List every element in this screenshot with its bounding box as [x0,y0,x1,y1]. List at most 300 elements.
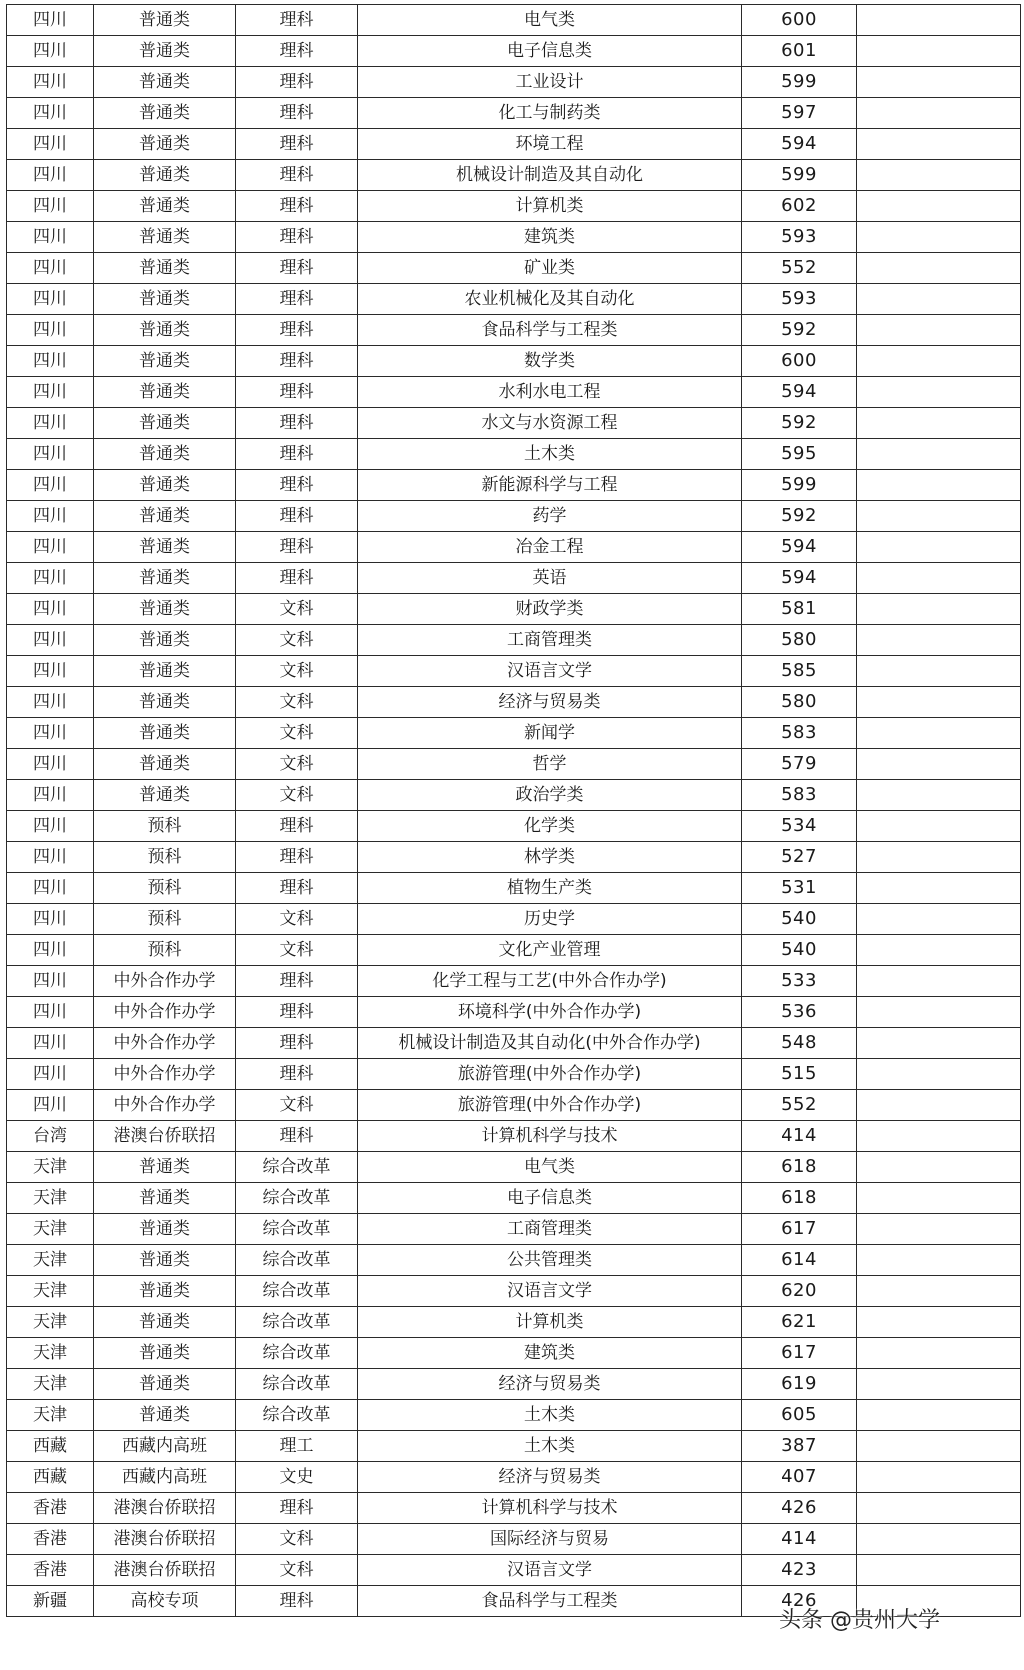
score-cell: 594 [742,563,857,594]
batch-cell: 普通类 [94,749,236,780]
score-cell: 426 [742,1493,857,1524]
batch-cell: 普通类 [94,1152,236,1183]
province-cell: 四川 [7,873,94,904]
table-row [7,5,1021,36]
table-row [7,780,1021,811]
table-row [7,997,1021,1028]
empty-cell [857,780,1021,811]
batch-cell: 普通类 [94,346,236,377]
major-cell: 财政学类 [358,594,742,625]
table-row [7,1028,1021,1059]
province-cell: 四川 [7,439,94,470]
province-cell: 四川 [7,160,94,191]
province-cell: 四川 [7,67,94,98]
batch-cell: 普通类 [94,222,236,253]
batch-cell: 预科 [94,811,236,842]
table-row [7,1152,1021,1183]
table-row [7,1431,1021,1462]
score-cell: 621 [742,1307,857,1338]
score-cell: 619 [742,1369,857,1400]
major-cell: 机械设计制造及其自动化 [358,160,742,191]
major-cell: 新闻学 [358,718,742,749]
table-row [7,191,1021,222]
table-row [7,904,1021,935]
empty-cell [857,284,1021,315]
category-cell: 理科 [236,1493,358,1524]
province-cell: 西藏 [7,1431,94,1462]
table-row [7,1493,1021,1524]
score-cell: 597 [742,98,857,129]
major-cell: 建筑类 [358,222,742,253]
province-cell: 四川 [7,718,94,749]
major-cell: 电气类 [358,5,742,36]
province-cell: 四川 [7,253,94,284]
empty-cell [857,191,1021,222]
province-cell: 四川 [7,656,94,687]
empty-cell [857,129,1021,160]
batch-cell: 普通类 [94,377,236,408]
category-cell: 理科 [236,222,358,253]
major-cell: 国际经济与贸易 [358,1524,742,1555]
category-cell: 理科 [236,966,358,997]
score-cell: 583 [742,780,857,811]
major-cell: 汉语言文学 [358,1555,742,1586]
score-cell: 414 [742,1121,857,1152]
empty-cell [857,935,1021,966]
empty-cell [857,5,1021,36]
province-cell: 香港 [7,1493,94,1524]
province-cell: 四川 [7,377,94,408]
table-row [7,222,1021,253]
category-cell: 理科 [236,191,358,222]
category-cell: 理科 [236,563,358,594]
province-cell: 台湾 [7,1121,94,1152]
batch-cell: 普通类 [94,1369,236,1400]
province-cell: 四川 [7,129,94,160]
empty-cell [857,253,1021,284]
table-row [7,718,1021,749]
batch-cell: 中外合作办学 [94,1090,236,1121]
empty-cell [857,625,1021,656]
batch-cell: 普通类 [94,1276,236,1307]
major-cell: 电气类 [358,1152,742,1183]
empty-cell [857,439,1021,470]
table-row [7,749,1021,780]
empty-cell [857,563,1021,594]
empty-cell [857,1183,1021,1214]
batch-cell: 普通类 [94,501,236,532]
score-cell: 536 [742,997,857,1028]
province-cell: 四川 [7,284,94,315]
table-row [7,1462,1021,1493]
category-cell: 理科 [236,842,358,873]
major-cell: 化学类 [358,811,742,842]
province-cell: 四川 [7,811,94,842]
table-row [7,67,1021,98]
score-cell: 540 [742,935,857,966]
major-cell: 旅游管理(中外合作办学) [358,1090,742,1121]
batch-cell: 普通类 [94,191,236,222]
province-cell: 四川 [7,966,94,997]
province-cell: 四川 [7,1059,94,1090]
batch-cell: 西藏内高班 [94,1462,236,1493]
province-cell: 四川 [7,36,94,67]
category-cell: 理科 [236,98,358,129]
category-cell: 文科 [236,687,358,718]
empty-cell [857,470,1021,501]
province-cell: 四川 [7,1028,94,1059]
category-cell: 理科 [236,408,358,439]
empty-cell [857,873,1021,904]
province-cell: 四川 [7,842,94,873]
empty-cell [857,1152,1021,1183]
major-cell: 经济与贸易类 [358,1462,742,1493]
score-cell: 423 [742,1555,857,1586]
score-cell: 600 [742,5,857,36]
score-cell: 592 [742,315,857,346]
score-cell: 515 [742,1059,857,1090]
batch-cell: 普通类 [94,98,236,129]
score-cell: 426 [742,1586,857,1617]
table-row [7,1555,1021,1586]
major-cell: 经济与贸易类 [358,687,742,718]
category-cell: 文科 [236,1090,358,1121]
batch-cell: 普通类 [94,1183,236,1214]
province-cell: 天津 [7,1214,94,1245]
empty-cell [857,1121,1021,1152]
major-cell: 工商管理类 [358,1214,742,1245]
batch-cell: 西藏内高班 [94,1431,236,1462]
major-cell: 电子信息类 [358,36,742,67]
table-row [7,501,1021,532]
category-cell: 文科 [236,594,358,625]
empty-cell [857,1431,1021,1462]
table-row [7,253,1021,284]
table-row [7,408,1021,439]
batch-cell: 港澳台侨联招 [94,1493,236,1524]
admission-score-table-wrapper [6,4,1020,1617]
batch-cell: 普通类 [94,1245,236,1276]
batch-cell: 普通类 [94,780,236,811]
table-row [7,36,1021,67]
category-cell: 理科 [236,997,358,1028]
category-cell: 理科 [236,1121,358,1152]
category-cell: 文科 [236,718,358,749]
major-cell: 机械设计制造及其自动化(中外合作办学) [358,1028,742,1059]
empty-cell [857,67,1021,98]
major-cell: 政治学类 [358,780,742,811]
table-row [7,1183,1021,1214]
score-cell: 592 [742,408,857,439]
table-row [7,811,1021,842]
batch-cell: 中外合作办学 [94,1059,236,1090]
batch-cell: 普通类 [94,563,236,594]
province-cell: 天津 [7,1183,94,1214]
empty-cell [857,687,1021,718]
province-cell: 四川 [7,346,94,377]
table-row [7,377,1021,408]
province-cell: 香港 [7,1524,94,1555]
province-cell: 四川 [7,1090,94,1121]
batch-cell: 普通类 [94,532,236,563]
score-cell: 599 [742,470,857,501]
empty-cell [857,656,1021,687]
province-cell: 天津 [7,1400,94,1431]
batch-cell: 高校专项 [94,1586,236,1617]
category-cell: 理科 [236,1028,358,1059]
empty-cell [857,904,1021,935]
province-cell: 四川 [7,935,94,966]
batch-cell: 预科 [94,873,236,904]
table-row [7,1059,1021,1090]
score-cell: 599 [742,67,857,98]
empty-cell [857,1493,1021,1524]
empty-cell [857,1524,1021,1555]
major-cell: 水利水电工程 [358,377,742,408]
batch-cell: 普通类 [94,129,236,160]
score-cell: 605 [742,1400,857,1431]
major-cell: 土木类 [358,1400,742,1431]
table-row [7,470,1021,501]
watermark-text: 头条 @贵州大学 [779,1608,940,1633]
batch-cell: 普通类 [94,284,236,315]
major-cell: 文化产业管理 [358,935,742,966]
province-cell: 四川 [7,997,94,1028]
batch-cell: 港澳台侨联招 [94,1524,236,1555]
province-cell: 天津 [7,1245,94,1276]
empty-cell [857,1276,1021,1307]
score-cell: 585 [742,656,857,687]
major-cell: 历史学 [358,904,742,935]
empty-cell [857,749,1021,780]
score-cell: 580 [742,687,857,718]
major-cell: 食品科学与工程类 [358,315,742,346]
category-cell: 文科 [236,625,358,656]
table-body [7,5,1021,1617]
table-row [7,1276,1021,1307]
score-cell: 579 [742,749,857,780]
category-cell: 理科 [236,439,358,470]
empty-cell [857,1307,1021,1338]
table-row [7,1090,1021,1121]
province-cell: 四川 [7,222,94,253]
batch-cell: 港澳台侨联招 [94,1121,236,1152]
batch-cell: 普通类 [94,1338,236,1369]
score-cell: 407 [742,1462,857,1493]
major-cell: 矿业类 [358,253,742,284]
batch-cell: 普通类 [94,439,236,470]
score-cell: 617 [742,1338,857,1369]
major-cell: 冶金工程 [358,532,742,563]
province-cell: 香港 [7,1555,94,1586]
major-cell: 林学类 [358,842,742,873]
table-row [7,1400,1021,1431]
category-cell: 理科 [236,1059,358,1090]
score-cell: 595 [742,439,857,470]
category-cell: 理科 [236,811,358,842]
batch-cell: 预科 [94,904,236,935]
category-cell: 综合改革 [236,1338,358,1369]
batch-cell: 普通类 [94,470,236,501]
table-row [7,594,1021,625]
batch-cell: 普通类 [94,1400,236,1431]
empty-cell [857,408,1021,439]
category-cell: 文科 [236,935,358,966]
major-cell: 计算机类 [358,1307,742,1338]
empty-cell [857,811,1021,842]
empty-cell [857,532,1021,563]
province-cell: 四川 [7,749,94,780]
empty-cell [857,1245,1021,1276]
empty-cell [857,1400,1021,1431]
empty-cell [857,842,1021,873]
table-row [7,563,1021,594]
empty-cell [857,1059,1021,1090]
category-cell: 理科 [236,284,358,315]
province-cell: 四川 [7,625,94,656]
major-cell: 哲学 [358,749,742,780]
table-row [7,532,1021,563]
score-cell: 593 [742,222,857,253]
category-cell: 理科 [236,315,358,346]
category-cell: 综合改革 [236,1276,358,1307]
category-cell: 文科 [236,656,358,687]
score-cell: 580 [742,625,857,656]
category-cell: 理科 [236,346,358,377]
province-cell: 四川 [7,563,94,594]
province-cell: 四川 [7,5,94,36]
category-cell: 理科 [236,5,358,36]
major-cell: 新能源科学与工程 [358,470,742,501]
category-cell: 文科 [236,1555,358,1586]
table-row [7,1338,1021,1369]
score-cell: 618 [742,1152,857,1183]
major-cell: 化工与制药类 [358,98,742,129]
major-cell: 水文与水资源工程 [358,408,742,439]
province-cell: 新疆 [7,1586,94,1617]
table-row [7,935,1021,966]
category-cell: 理科 [236,67,358,98]
score-cell: 601 [742,36,857,67]
category-cell: 综合改革 [236,1183,358,1214]
score-cell: 594 [742,377,857,408]
batch-cell: 普通类 [94,160,236,191]
province-cell: 四川 [7,315,94,346]
major-cell: 环境工程 [358,129,742,160]
province-cell: 四川 [7,408,94,439]
category-cell: 文科 [236,780,358,811]
category-cell: 综合改革 [236,1307,358,1338]
empty-cell [857,1555,1021,1586]
score-cell: 540 [742,904,857,935]
category-cell: 综合改革 [236,1245,358,1276]
empty-cell [857,1214,1021,1245]
province-cell: 四川 [7,904,94,935]
admission-score-table [6,4,1021,1617]
batch-cell: 普通类 [94,718,236,749]
empty-cell [857,315,1021,346]
major-cell: 汉语言文学 [358,656,742,687]
table-row [7,346,1021,377]
score-cell: 618 [742,1183,857,1214]
batch-cell: 普通类 [94,5,236,36]
province-cell: 四川 [7,687,94,718]
table-row [7,842,1021,873]
batch-cell: 普通类 [94,1307,236,1338]
major-cell: 计算机类 [358,191,742,222]
category-cell: 理工 [236,1431,358,1462]
empty-cell [857,997,1021,1028]
table-row [7,1214,1021,1245]
score-cell: 414 [742,1524,857,1555]
table-row [7,1121,1021,1152]
category-cell: 综合改革 [236,1400,358,1431]
province-cell: 四川 [7,470,94,501]
major-cell: 土木类 [358,439,742,470]
major-cell: 工业设计 [358,67,742,98]
batch-cell: 预科 [94,842,236,873]
category-cell: 理科 [236,501,358,532]
score-cell: 581 [742,594,857,625]
table-row [7,284,1021,315]
category-cell: 综合改革 [236,1152,358,1183]
empty-cell [857,594,1021,625]
batch-cell: 中外合作办学 [94,966,236,997]
empty-cell [857,1090,1021,1121]
empty-cell [857,1338,1021,1369]
table-row [7,966,1021,997]
table-row [7,873,1021,904]
major-cell: 旅游管理(中外合作办学) [358,1059,742,1090]
category-cell: 理科 [236,160,358,191]
score-cell: 531 [742,873,857,904]
batch-cell: 港澳台侨联招 [94,1555,236,1586]
major-cell: 计算机科学与技术 [358,1493,742,1524]
major-cell: 食品科学与工程类 [358,1586,742,1617]
category-cell: 综合改革 [236,1214,358,1245]
batch-cell: 普通类 [94,408,236,439]
empty-cell [857,1369,1021,1400]
province-cell: 天津 [7,1307,94,1338]
major-cell: 电子信息类 [358,1183,742,1214]
category-cell: 综合改革 [236,1369,358,1400]
batch-cell: 中外合作办学 [94,997,236,1028]
batch-cell: 普通类 [94,1214,236,1245]
category-cell: 文科 [236,1524,358,1555]
province-cell: 天津 [7,1152,94,1183]
batch-cell: 普通类 [94,687,236,718]
table-row [7,1307,1021,1338]
table-row [7,1369,1021,1400]
empty-cell [857,98,1021,129]
category-cell: 理科 [236,377,358,408]
score-cell: 594 [742,532,857,563]
category-cell: 理科 [236,36,358,67]
batch-cell: 普通类 [94,625,236,656]
category-cell: 文科 [236,749,358,780]
score-cell: 552 [742,253,857,284]
batch-cell: 中外合作办学 [94,1028,236,1059]
major-cell: 数学类 [358,346,742,377]
table-row [7,1524,1021,1555]
table-row [7,1245,1021,1276]
major-cell: 计算机科学与技术 [358,1121,742,1152]
empty-cell [857,1462,1021,1493]
province-cell: 天津 [7,1338,94,1369]
score-cell: 617 [742,1214,857,1245]
category-cell: 理科 [236,873,358,904]
major-cell: 药学 [358,501,742,532]
